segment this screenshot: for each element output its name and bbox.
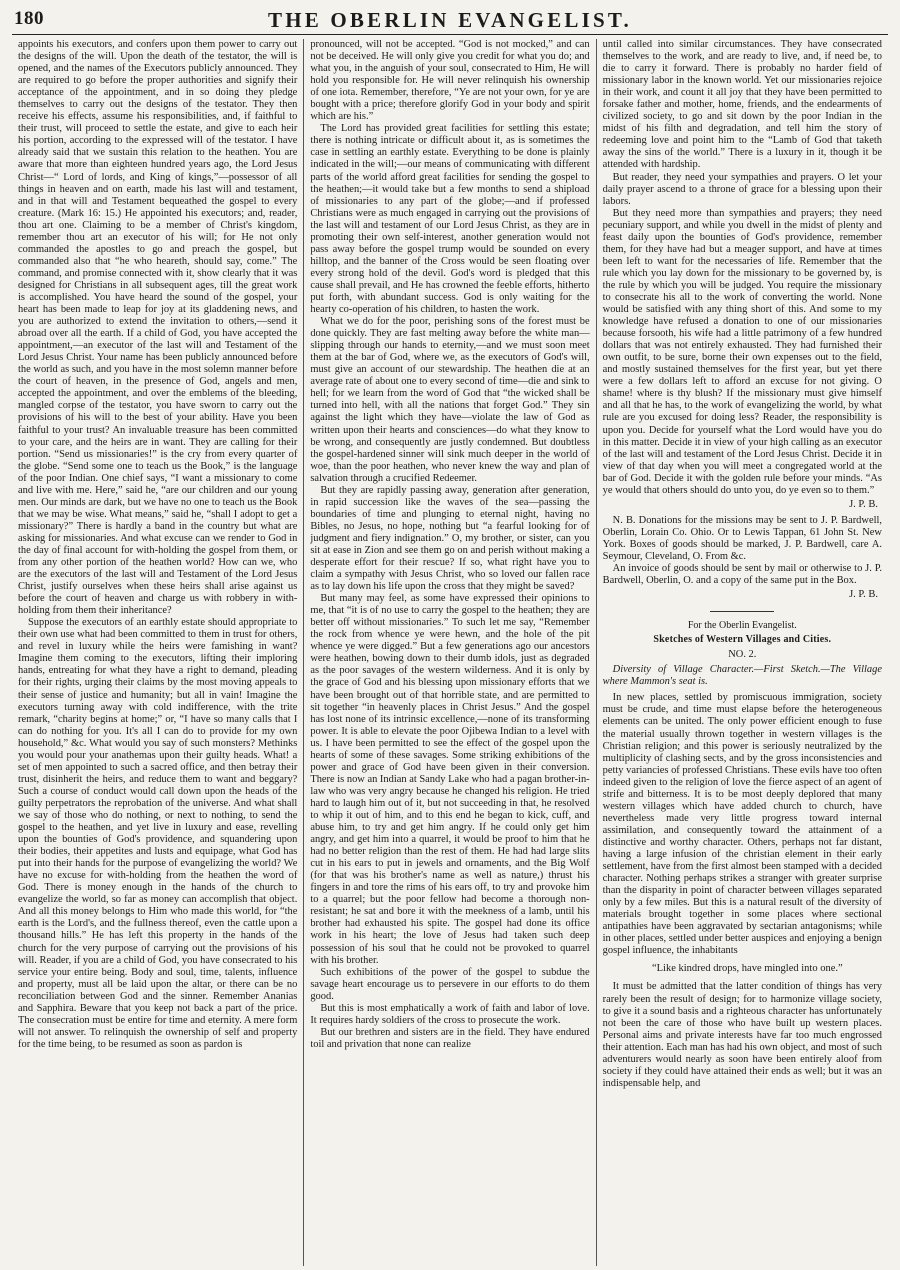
paragraph: pronounced, will not be accepted. “God is not mocked,” and can not be deceived. He will only give you credit for what you do; and what you, in the anguish of your soul, consecrated to Him, He will hold you responsible for. He will never relinquish his ownership of one iota. Remember, therefore, “Ye are not your own, for ye are bought with a price; therefore glorify God in your body and spirit which are his.” xyxy=(310,39,590,123)
paragraph: In new places, settled by promiscuous immigration, society must be crude, and time must elapse before the heterogeneous elements can be united. The only power efficient enough to fuse the material usually thrown together in western villages is the Christian religion; and this power is seriously neutralized by the multiplicity of clashing sects, and by the gross inconsistencies and petty variancies of professed Christians. These evils have too often indeed given to the religion of love the fierce aspect of an agent of strife and bitterness. It is to be most deeply deplored that many western villages which have added church to church, have nevertheless made very little progress toward internal assimilation, and consequently toward the attainment of a distinctive and worthy character. Others, perhaps not far distant, having a large infusion of the christian element in their early settlement, have from the first almost been stamped with a decided character. Nothing perhaps strikes a stranger with greater surprise than the disparity in point of character between villages separated only by a few miles. But this is a natural result of the diversity of materials brought together in some places where sectional antipathies have been aggravated by sectarian antagonisms; while in other places, settled under better auspices and enjoying a benign gospel influence, the inhabitants xyxy=(602,692,882,957)
header-rule xyxy=(12,34,888,35)
verse-quote: “Like kindred drops, have mingled into one.” xyxy=(651,963,843,975)
signature: J. P. B. xyxy=(849,498,878,510)
series-title: Sketches of Western Villages and Cities. xyxy=(653,634,832,646)
paragraph: Suppose the executors of an earthly estate should appropriate to their own use what had been committed to them in trust for others, and revel in luxury while the heirs were famishing in want? Imagine them coming to the executors, lifting their imploring hands, entreating for what they have a right to demand, pleading for their rights, urging their claims by the most moving appeals to their sense of justice and humanity; but all in vain! Imagine the executors turning away with cold indifference, with the trite remark, “charity begins at home;” or, “I have so many calls that I can do nothing for you. It's all I can do to provide for my own household,” &c. What would you say of such monsters? Methinks you would pour your anathemas upon their guilty heads. What! a set of men appointed to such a sacred office, and then betray their trust, disinherit the heirs, and reduce them to want and beggary? Such a course of conduct would call down upon the heads of the guilty perpetrators the reprobation of the universe. And what shall we say of those who do nothing, or next to nothing, to send the gospel to the heathen, and yet live in luxury and ease, revelling upon the bounties of God's providence, and squandering upon their bodies, their appetites and lusts and equipage, what God has put into their hands for the purpose of evangelizing the world? We have no excuse for with-holding from the heathen the word of God. There is money enough in the hands of the church to evangelize the world, so far as money can accomplish that object. And all this money belongs to Him who made this world, for “the earth is the Lord's, and the fullness thereof, even the cattle upon a thousand hills.” He has left this property in the hands of the church for the very purpose of carrying out the provisions of his will. Reader, if you are a child of God, you have consecrated to his service your entire being. Body and soul, time, talents, influence and property, must all be laid upon the altar, or there can be no reconciliation between God and the sinner. Remember Ananias and Sapphira. Beware that you keep not back a part of the price. The consecration must be entire for time and eternity. A mere form will not answer. To relinquish the ownership of self and property for the time being, to be resumed as soon as pardon is xyxy=(18,617,298,1050)
paragraph: Such exhibitions of the power of the gospel to subdue the savage heart encourage us to persevere in our efforts to do them good. xyxy=(310,966,590,1002)
paragraph: But they are rapidly passing away, generation after generation, in rapid succession like the waves of the sea—passing the boundaries of time and plunging to eternal night, having no Bibles, no Jesus, no hope, nothing but “a fearful looking for of judgment and fiery indignation.” O, my brother, or sister, can you sit at ease in Zion and see them go on and perish without making a desperate effort for their rescue? If so, what right have you to claim a sympathy with Jesus Christ, who so loved our fallen race as to lay down his life upon the cross that they might be saved? xyxy=(310,484,590,593)
paragraph: It must be admitted that the latter condition of things has very rarely been the result of design; for to harmonize village society, to give it a sound basis and a righteous character has unfortunately not been the care of those who have built up western places. Personal aims and private interests have far too much engrossed their attention. Each man has had his own object, and most of such adventurers would nearly as soon have been entirely aloof from society if they could have attained their ends as well; but it was an indispensable help, and xyxy=(602,981,882,1089)
paragraph: But our brethren and sisters are in the field. They have endured toil and privation that none can realize xyxy=(310,1026,590,1050)
series-number: NO. 2. xyxy=(728,649,757,661)
journal-title: THE OBERLIN EVANGELIST. xyxy=(267,8,632,32)
article-attribution: For the Oberlin Evangelist. xyxy=(687,620,797,632)
column-3 xyxy=(596,39,888,1266)
notice-paragraph: N. B. Donations for the missions may be sent to J. P. Bardwell, Oberlin, Lorain Co. Ohio. Or to Lewis Tappan, 61 John St. New York. Boxes of goods should be marked, J. P. Bardwell, care A. Seymour, Cleveland, O. From &c. xyxy=(602,514,882,562)
section-divider xyxy=(710,611,774,612)
notice-paragraph: An invoice of goods should be sent by mail or otherwise to J. P. Bardwell, Oberlin, O. and a copy of the same put in the Box. xyxy=(602,563,882,587)
column-2 xyxy=(303,39,595,1266)
page-number: 180 xyxy=(14,8,44,29)
text-columns xyxy=(12,39,888,1266)
signature: J. P. B. xyxy=(849,589,878,601)
paragraph: But this is most emphatically a work of faith and labor of love. It requires hardy soldiers of the cross to prosecute the work. xyxy=(310,1002,590,1026)
paragraph: But reader, they need your sympathies and prayers. O let your daily prayer ascend to a throne of grace for a blessing upon their labors. xyxy=(602,171,882,207)
paragraph: until called into similar circumstances. They have consecrated themselves to the work, and are ready to live, and, if need be, to die to carry it forward. There is probably no harder field of missionary labor in the known world. Yet our missionaries rejoice in their work, and count it all joy that they have been permitted to forsake father and mother, home, friends, and the endearments of civilized society, to go and sit down by the poor Indian in the midst of his filth and degradation, and tell him the story of redeeming love and point him to the “Lamb of God that taketh away the sins of the world.” There is a luxury in it, though it be attended with hardship. xyxy=(602,39,882,171)
article-title: Diversity of Village Character.—First Sketch.—The Village where Mammon's seat is. xyxy=(602,664,882,688)
paragraph: The Lord has provided great facilities for settling this estate; there is nothing intricate or difficult about it, as is sometimes the case in settling an earthly estate. Everything to be done is plainly indicated in the will;—our means of communicating with different parts of the world afford great facilities for sending the gospel to the heathen;—it would take but a few months to send a shipload of missionaries to any part of the globe;—and if professed Christians were as much engaged in carrying out the provisions of the last will and testament of our Lord Jesus Christ, as they are in promoting their own self-interest, another generation would not pass away before the gospel trump would be sounded on every hilltop, and the banner of the Cross would be seen floating over every strong hold of the devil. God's word is pledged that this cause shall prevail, and He has crowned the feeble efforts, hitherto put forth, with abundant success. God is only waiting for the hearty co-operation of his children, to hasten the work. xyxy=(310,123,590,316)
paragraph: But many may feel, as some have expressed their opinions to me, that “it is of no use to carry the gospel to the heathen; they are better off without missionaries.” To such let me say, “Remember the rock from whence ye were hewn, and the hole of the pit whence ye were digged.” But a few generations ago our ancestors were heathen, bowing down to their dumb idols, just as degraded as the poor savages of the western wilderness. And it is only by the grace of God and his blessing upon missionary efforts that we have been brought out of that horrible state, and are permitted to sit together “in heavenly places in Christ Jesus.” And the gospel has lost none of its intrinsic excellence,—none of its transforming power. It is able to elevate the poor Ojibewa Indian to a level with us. I have been permitted to see the effect of the gospel upon the hearts of some of these savages. Some striking exhibitions of the power and grace of God have been given in their conversion. There is now an Indian at Sandy Lake who had a pagan brother-in-law who was very angry because he changed his religion. He tried hard to laugh him out of it, but not succeeding in that, he resolved to whip it out of him, and to this end he began to kick, cuff, and abuse him, to try and get him angry. If he could only get him angry, and get him into a quarrel, it would be proof to him that he had no better religion than the rest of them. He had had large slits cut in his ears to put in jewels and ornaments, and the Big Wolf (for that was his brother's name as well as nature,) thrust his fingers in and tore the rims of his ears off, to try and provoke him to a quarrel; but the poor fellow had become a thorough non-resistant; he sat and bore it with the meekness of a lamb, until his brother had exhausted his spite. The gospel had done its office work in his heart; the love of Jesus had taken such deep possession of his soul that he could not be provoked to quarrel with his brother. xyxy=(310,593,590,966)
paragraph: What we do for the poor, perishing sons of the forest must be done quickly. They are fast melting away before the white man—slipping through our hands to eternity,—and we must soon meet them at the bar of God, where we, as the executors of God's will, must give an account of our stewardship. The heathen die at an average rate of about one to every second of time—die and sink to hell; for we learn from the word of God that “the wicked shall be turned into hell, with all the nations that forget God.” They sin against the light which they have—violate the law of God as written upon their hearts and consciences—do what they know to be wrong, and consequently are justly condemned. But doubtless the gospel-hardened sinner will sink much deeper in the world of woe, than the poor heathen, who never knew the way and plan of salvation through a crucified Redeemer. xyxy=(310,316,590,484)
paragraph: appoints his executors, and confers upon them power to carry out the designs of the will. Upon the death of the testator, the will is opened, and the names of the Executors publicly announced. They are required to go before the proper authorities and signify their acceptance of the appointment, and in so doing they pledge themselves to carry out the designs of the testator. They then receive his effects, assume his responsibilities, and, if faithful to their trust, will proceed to settle the estate, and give to each heir his portion, according to the expressed will of the testator. I have already said that we sustain this relation to the heathen. You are aware that more than eighteen hundred years ago, the Lord Jesus Christ—“ Lord of lords, and King of kings,”—possessor of all things in heaven and on earth, made his last will and testament, and in that will and Testament bequeathed the gospel to every creature. (Mark 16: 15.) He appointed his executors; and, reader, thou art one. Claiming to be a member of Christ's kingdom, remember thou art an executor of his will; for He not only commanded the apostles to go and preach the gospel, but commanded also that “he who heareth, should say, come.” The command, and promise connected with it, show clearly that it was designed for Christians in all subsequent ages, till the great work is accomplished. You have heard the sound of the gospel, your heart has been made to leap for joy at its gladdening news, and you are authorized to extend the invitation to others,—send it abroad over all the earth. If a child of God, you have accepted the appointment,—an executor of the last will and Testament of the Lord Jesus Christ. Your name has been publicly announced before the world as such, and you have in the most solemn manner before the court of heaven, in the presence of God, angels and men, accepted the appointment, and over the emblems of the bleeding, mangled corpse of the testator, you have sworn to carry out the provisions of his will to the best of your ability. Have you been faithful to your trust? An invaluable treasure has been committed to your care, and the heirs are in want. They are calling for their portion. “Send us missionaries!” is the cry from every quarter of the globe. “Send some one to teach us the Book,” is the language of the poor Indian. One chief says, “I want a missionary to come and live with me. Here,” said he, “are our children and our young men. Our minds are dark, but we have no one to teach us the Book that we may be wise. What means,” said he, “shall I adopt to get a missionary?” There is hardly a band in the country but what are asking for missionaries. And what excuse can we render to God in the day of final account for with-holding the gospel from them, or from any other portion of the heathen world? How can we, who are the executors of the last will and Testament of the Lord Jesus Christ, justify ourselves when these heirs shall arise against us before the court of heaven and charge us with robbery in with-holding from them their inheritance? xyxy=(18,39,298,617)
paragraph: But they need more than sympathies and prayers; they need pecuniary support, and while you dwell in the midst of plenty and feast daily upon the bounties of God's providence, remember them, for they have had but a meager support, and have at times been left to want for the necessaries of life. Remember that the rule which you lay down for the missionary to be governed by, is the rule by which you will be judged. You require the missionary to consecrate his all to the work of converting the world. None would be satisfied with any thing short of this. And some to my knowledge have refused a donation to one of our missionaries because forsooth, his wife had a little patrimony of a few hundred dollars that was not entirely exhausted. They had furnished their own outfit, to be sure, borne their own expenses out to the field, and mostly sustained themselves for the first year, but yet there were a few dollars left to afford an excuse for not giving. O shame! where is thy blush? If the missionary must give himself and all that he has, to the work of evangelizing the world, by what rule are you excused for doing less? Reader, the responsibility is upon you. Decide for yourself what the Lord would have you do in this matter. Decide it in view of your high calling as an executor of the last will and testament of the Lord Jesus Christ. Decide it in view of that day when you will meet a congregated world at the bar of God. Decide it with the golden rule before your minds. “As ye would that others should do unto you, do ye even so to them.” xyxy=(602,207,882,496)
column-1 xyxy=(12,39,303,1266)
